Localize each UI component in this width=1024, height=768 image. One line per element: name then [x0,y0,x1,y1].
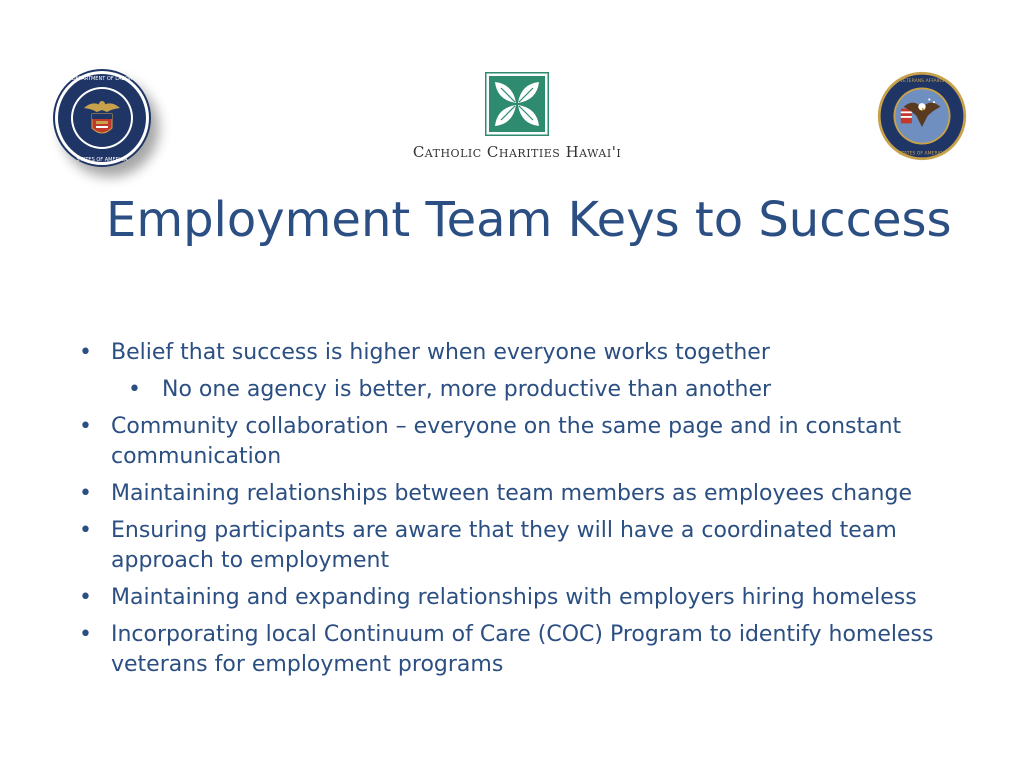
bullet-item: • Maintaining relationships between team members as employees change [76,479,996,509]
bullet-item: • Ensuring participants are aware that they will have a coordinated team approach to employment [76,516,996,576]
bullet-item: • Incorporating local Continuum of Care (COC) Program to identify homeless veterans for employment programs [76,620,996,680]
slide-title: Employment Team Keys to Success [106,192,952,248]
svg-text:DEPARTMENT OF LABOR: DEPARTMENT OF LABOR [71,76,133,82]
bullet-item: • Community collaboration – everyone on the same page and in constant communication [76,412,996,472]
svg-text:STATES OF AMERICA: STATES OF AMERICA [898,151,946,157]
department-of-labor-seal-icon [52,68,152,168]
veterans-affairs-seal-icon [876,70,968,162]
bullet-list [76,338,996,687]
svg-text:VETERANS AFFAIRS: VETERANS AFFAIRS [899,78,945,84]
sub-bullet-item: • No one agency is better, more productive than another [76,375,996,405]
catholic-charities-logo [392,72,642,164]
catholic-charities-leaf-icon [485,72,549,136]
bullet-item: • Belief that success is higher when everyone works together [76,338,996,368]
svg-text:STATES OF AMERICA: STATES OF AMERICA [76,157,128,163]
bullet-item: • Maintaining and expanding relationships with employers hiring homeless [76,583,996,613]
catholic-charities-name: Catholic Charities Hawai'i [412,143,622,161]
